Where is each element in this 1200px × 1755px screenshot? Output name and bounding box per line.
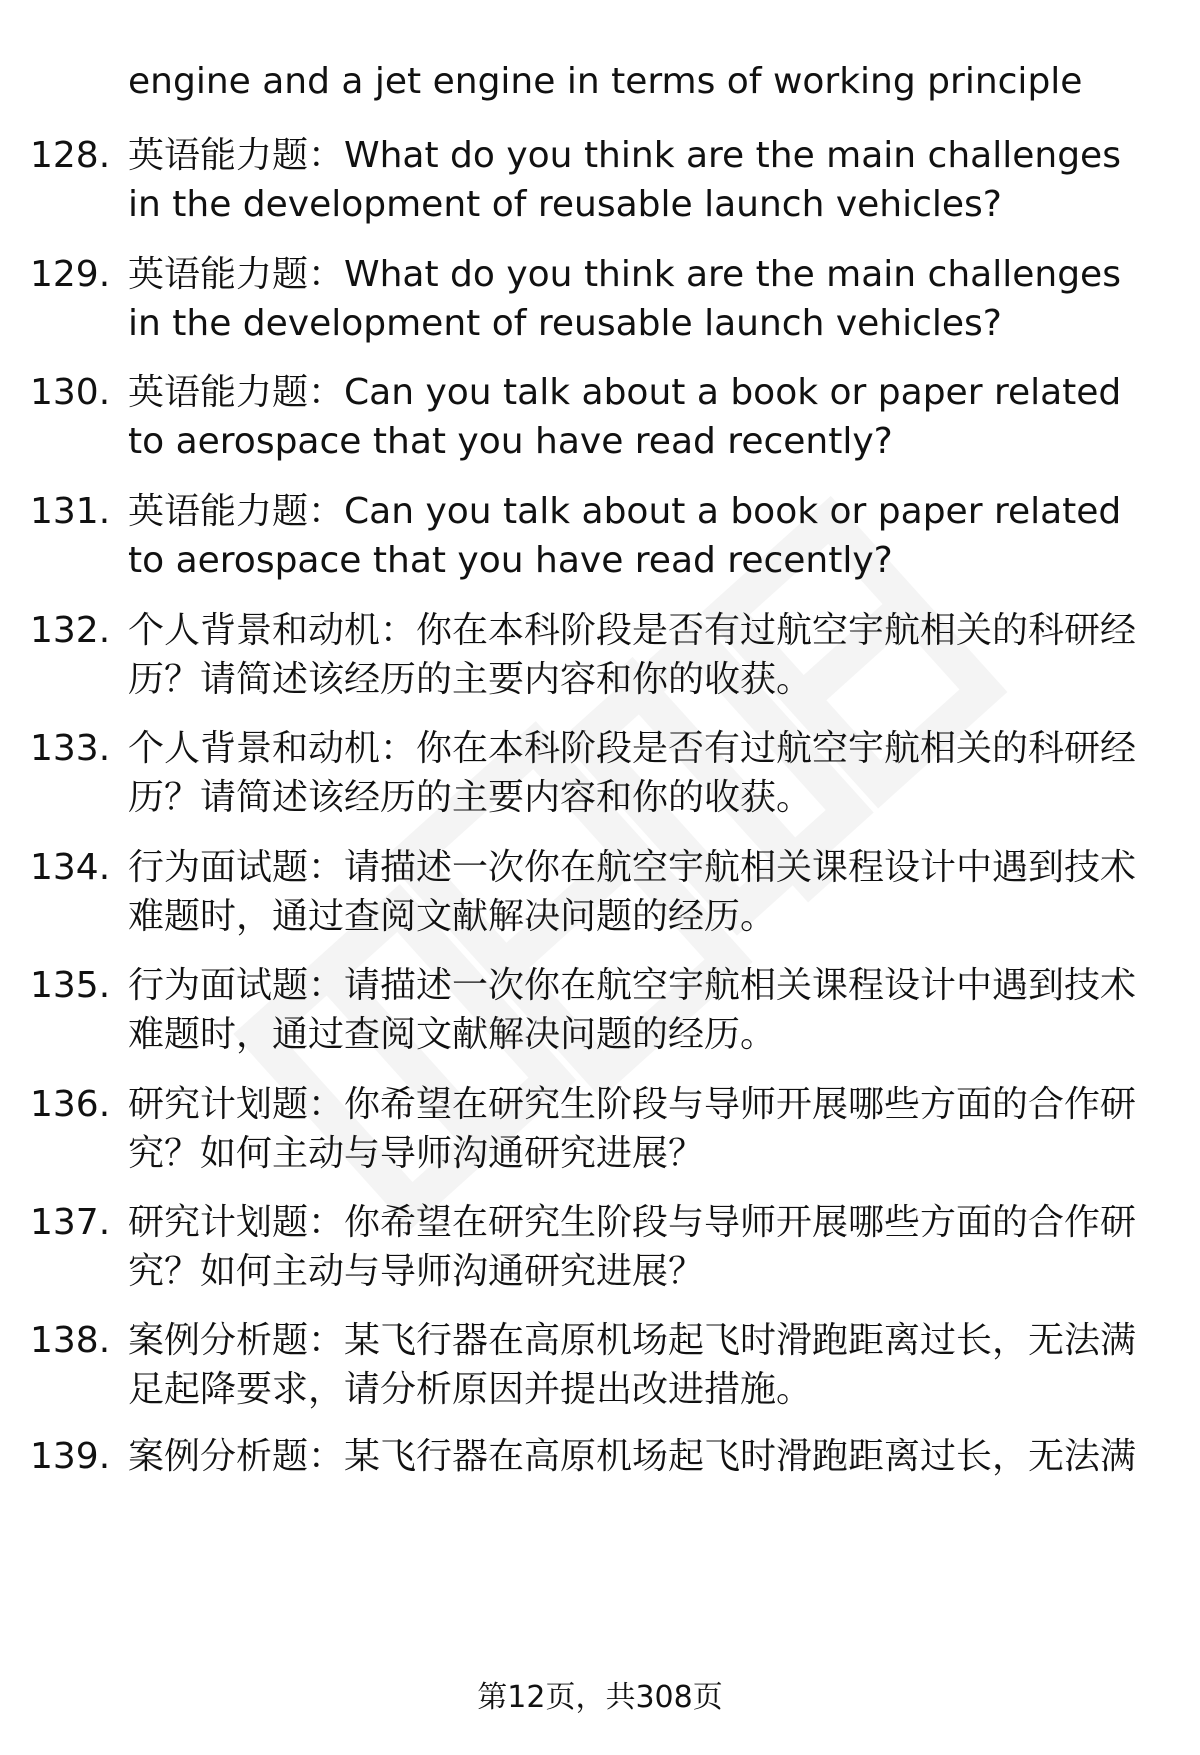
item-text: 行为面试题：请描述一次你在航空宇航相关课程设计中遇到技术难题时，通过查阅文献解决问题的经历。	[128, 847, 1137, 937]
item-text: 案例分析题：某飞行器在高原机场起飞时滑跑距离过长，无法满足起降要求，请分析原因并提出改进措施。	[128, 1320, 1137, 1410]
list-item	[30, 368, 1140, 466]
page-footer: 第12页，共308页	[477, 1680, 723, 1715]
item-text: 个人背景和动机：你在本科阶段是否有过航空宇航相关的科研经历？请简述该经历的主要内容和你的收获。	[128, 728, 1137, 818]
list-item	[30, 250, 1140, 348]
item-number: 133.	[30, 728, 111, 769]
list-item	[30, 606, 1140, 704]
item-number: 130.	[30, 372, 111, 413]
item-number: 139.	[30, 1436, 111, 1477]
list-item	[30, 1316, 1140, 1414]
item-text: 个人背景和动机：你在本科阶段是否有过航空宇航相关的科研经历？请简述该经历的主要内容和你的收获。	[128, 610, 1137, 700]
item-text: 英语能力题：Can you talk about a book or paper related to aerospace that you have read recently?	[128, 372, 1122, 462]
list-item	[30, 724, 1140, 822]
item-number: 138.	[30, 1320, 111, 1361]
item-text: 行为面试题：请描述一次你在航空宇航相关课程设计中遇到技术难题时，通过查阅文献解决问题的经历。	[128, 965, 1137, 1055]
item-number: 128.	[30, 135, 111, 176]
list-item	[30, 1080, 1140, 1178]
item-number: 137.	[30, 1202, 111, 1243]
list-item	[30, 961, 1140, 1059]
item-number: 136.	[30, 1084, 111, 1125]
item-text: 英语能力题：Can you talk about a book or paper related to aerospace that you have read recently?	[128, 491, 1122, 581]
list-item	[30, 1432, 1140, 1481]
item-number: 129.	[30, 254, 111, 295]
item-number: 131.	[30, 491, 111, 532]
item-number: 132.	[30, 610, 111, 651]
item-text: 研究计划题：你希望在研究生阶段与导师开展哪些方面的合作研究？如何主动与导师沟通研究进展？	[128, 1202, 1137, 1292]
item-number: 135.	[30, 965, 111, 1006]
list-item	[30, 1198, 1140, 1296]
item-text: 研究计划题：你希望在研究生阶段与导师开展哪些方面的合作研究？如何主动与导师沟通研究进展？	[128, 1084, 1137, 1174]
item-number: 134.	[30, 847, 111, 888]
list-item	[30, 487, 1140, 585]
list-item	[30, 843, 1140, 941]
item-text: 案例分析题：某飞行器在高原机场起飞时滑跑距离过长，无法满	[128, 1436, 1137, 1477]
item-text: 英语能力题：What do you think are the main challenges in the development of reusable launch vehicles?	[128, 254, 1121, 344]
continuation-line: engine and a jet engine in terms of working principle	[128, 61, 1083, 102]
list-item	[30, 131, 1140, 229]
item-text: 英语能力题：What do you think are the main challenges in the development of reusable launch vehicles?	[128, 135, 1121, 225]
